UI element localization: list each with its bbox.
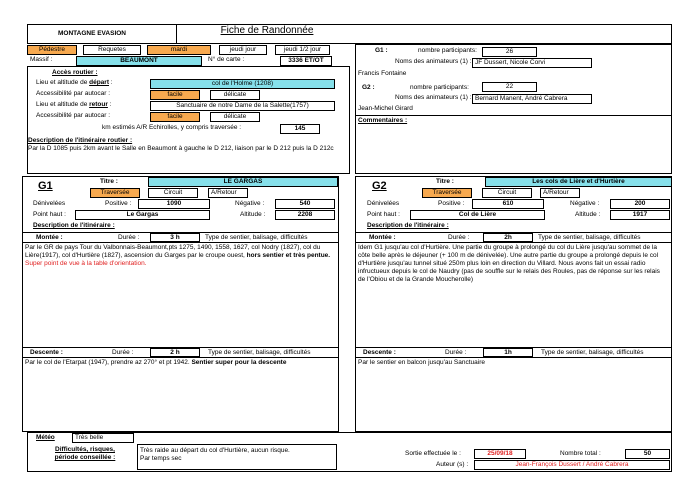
g2-duree-label: Durée : — [448, 234, 470, 241]
risks-label: Difficultés, risques, période conseillée : — [54, 446, 116, 461]
sortie-value: 25/09/18 — [474, 449, 526, 459]
itinerary-text: Par la D 1085 puis 2km avant le Salle en Beaumont à gauche le D 212, liaison par le D 212 puis la D 212c — [28, 145, 334, 152]
g1-descente-duree: 2 h — [150, 348, 200, 357]
club-name: MONTAGNE EVASION — [57, 30, 126, 37]
g1-traversee: Traversée — [90, 188, 140, 198]
massif-value: BEAUMONT — [76, 56, 202, 66]
km-value: 145 — [280, 124, 320, 134]
total-label: Nombre total : — [560, 450, 601, 457]
g2-pt: Col de Lière — [410, 210, 545, 220]
g1-participants-label: nombre participants: — [418, 47, 477, 54]
g1-desc-title: Description de l'itinéraire : — [33, 222, 115, 229]
g1-type2-label: Type de sentier, balisage, difficultés — [208, 349, 311, 356]
g1-descente-text: Par le col de l'Etarpat (1947), prendre az 270° et pt 1942. Sentier super pour la descente — [25, 359, 287, 366]
massif-label: Massif : — [30, 56, 53, 63]
acc1-hard: délicate — [210, 90, 260, 100]
g2-type-label: Type de sentier, balisage, difficultés — [538, 234, 641, 241]
g2-group-label: G2 : — [362, 84, 375, 91]
g2-montee-text: Idem G1 jusqu'au col d'Hurtière. Une partie du groupe à prolongé du col du Lière jusqu'au sommet de la côte belle après le déjeuner (+ 100 m de dénivelée). Une autre partie du groupe a prolongé depuis le col d'Hurtière jusqu'au tunnel situé 250m plus loin en direction du Villard. Nous avons fait un essai radio infructueux depuis le col de Naudry (pas de souffle sur le relais des Roules, pas de réponse sur les relais de l'Obiou et de la Grande Moucherolle) — [358, 244, 660, 283]
g2-descente-text: Par le sentier en balcon jusqu'au Sanctuaire — [358, 359, 485, 366]
activity-chip: Pédestre — [27, 45, 77, 55]
g2-desc-title: Description de l'itinéraire : — [367, 222, 449, 229]
g1-circuit: Circuit — [148, 188, 198, 198]
g2-pt-label: Point haut : — [367, 211, 400, 218]
g1-neg: 540 — [275, 199, 335, 209]
g2-name: G2 — [372, 180, 387, 192]
g1-group-label: G1 : — [375, 47, 388, 54]
g2-montee-duree: 2h — [483, 233, 533, 242]
map-value: 3336 ET/OT — [280, 56, 332, 66]
acc1-easy: facile — [150, 90, 200, 100]
g1-pos: 1090 — [138, 199, 210, 209]
itinerary-title: Description de l'itinéraire routier : — [28, 137, 133, 144]
meteo-label: Météo — [36, 434, 55, 441]
g1-montee-text: Par le GR de pays Tour du Valbonnais-Beaumont,pts 1275, 1490, 1558, 1627, col Nodry (1827), col du Lière(1917), col d'Hurtière (1827), ascension du Garges par le croupe ouest, hors sentier et très pentue. Super point de vue à la table d'orientation. — [25, 244, 331, 267]
g2-neg: 200 — [610, 199, 670, 209]
acc2-easy: facile — [150, 112, 200, 122]
g1-type-label: Type de sentier, balisage, difficultés — [205, 234, 308, 241]
km-label: km estimés A/R Echirolles, y compris traversée : — [102, 124, 242, 131]
acc2-label: Accessibilité par autocar : — [36, 112, 111, 119]
requests-chip: Requetes — [83, 45, 141, 55]
g1-alt: 2208 — [275, 210, 335, 220]
g2-neg-label: Négative : — [570, 200, 600, 207]
retour-value: Sanctuaire de notre Dame de la Salette(1757) — [150, 101, 335, 111]
g2-montee-label: Montée : — [369, 234, 396, 241]
risks-text: Très raide au départ du col d'Hurtière, aucun risque. Par temps sec — [137, 444, 337, 470]
g1-titre-label: Titre : — [100, 178, 118, 185]
g2-deniv-label: Dénivelées — [367, 200, 400, 207]
g2-pos-label: Positive : — [438, 200, 465, 207]
g2-circuit: Circuit — [482, 188, 532, 198]
g1-neg-label: Négative : — [235, 200, 265, 207]
meteo-value: Très belle — [72, 433, 134, 443]
g2-animators: Bernard Manent, André Cabrera — [472, 94, 592, 104]
auteur-label: Auteur (s) : — [436, 461, 469, 468]
g1-animators: JF Dussert, Nicole Corvi — [472, 58, 592, 68]
g2-extra: Jean-Michel Girard — [358, 105, 413, 112]
g2-aretour: A/Retour — [540, 188, 580, 198]
g1-pos-label: Positive : — [105, 200, 132, 207]
page-title: Fiche de Randonnée — [220, 25, 314, 36]
g1-alt-label: Altitude : — [240, 211, 266, 218]
option1-chip: jeudi jour — [219, 45, 267, 55]
day-chip: mardi — [147, 45, 211, 55]
retour-label: Lieu et altitude de retour : — [36, 101, 112, 108]
g1-pt: Le Gargas — [75, 210, 210, 220]
g1-duree2-label: Durée : — [112, 349, 134, 356]
g1-pt-label: Point haut : — [33, 211, 66, 218]
g1-duree-label: Durée : — [118, 234, 140, 241]
g2-alt-label: Altitude : — [575, 211, 601, 218]
g2-alt: 1917 — [610, 210, 670, 220]
g2-pos: 610 — [472, 199, 544, 209]
g1-titre: LE GARGAS — [148, 177, 338, 187]
g2-type2-label: Type de sentier, balisage, difficultés — [541, 349, 644, 356]
g1-deniv-label: Dénivelées — [33, 200, 66, 207]
depart-label: Lieu et altitude de départ : — [36, 79, 113, 86]
depart-value: col de l'Holme (1208) — [150, 79, 335, 89]
g1-montee-label: Montée : — [36, 234, 63, 241]
total-value: 50 — [625, 449, 670, 459]
g2-titre: Les cols de Lière et d'Hurtière — [485, 177, 672, 187]
comments-title: Commentaires : — [358, 117, 408, 124]
option2-chip: jeudi 1/2 jour — [275, 45, 330, 55]
g2-participants: 22 — [482, 82, 537, 92]
g1-aretour: A/Retour — [208, 188, 248, 198]
map-label: N° de carte : — [208, 56, 245, 63]
g2-traversee: Traversée — [422, 188, 472, 198]
g1-participants: 26 — [482, 47, 537, 57]
sortie-label: Sortie effectuée le : — [405, 450, 461, 457]
acc2-hard: délicate — [210, 112, 260, 122]
g2-animators-label: Noms des animateurs (1) : — [395, 94, 472, 101]
g2-descente-duree: 1h — [483, 348, 533, 357]
g2-titre-label: Titre : — [436, 178, 454, 185]
acc1-label: Accessibilité par autocar : — [36, 90, 111, 97]
g2-participants-label: nombre participants: — [410, 84, 469, 91]
g1-extra: Francis Fontaine — [358, 70, 407, 77]
g1-animators-label: Noms des animateurs (1) : — [395, 58, 472, 65]
g1-montee-duree: 3 h — [150, 233, 200, 242]
auteur-value: Jean-François Dussert / André Cabrera — [474, 460, 670, 470]
g1-name: G1 — [38, 180, 53, 192]
g1-descente-label: Descente : — [30, 349, 63, 356]
g2-duree2-label: Durée : — [445, 349, 467, 356]
comments-divider — [355, 115, 672, 116]
access-title: Accès routier : — [52, 69, 98, 76]
g2-descente-label: Descente : — [363, 349, 396, 356]
